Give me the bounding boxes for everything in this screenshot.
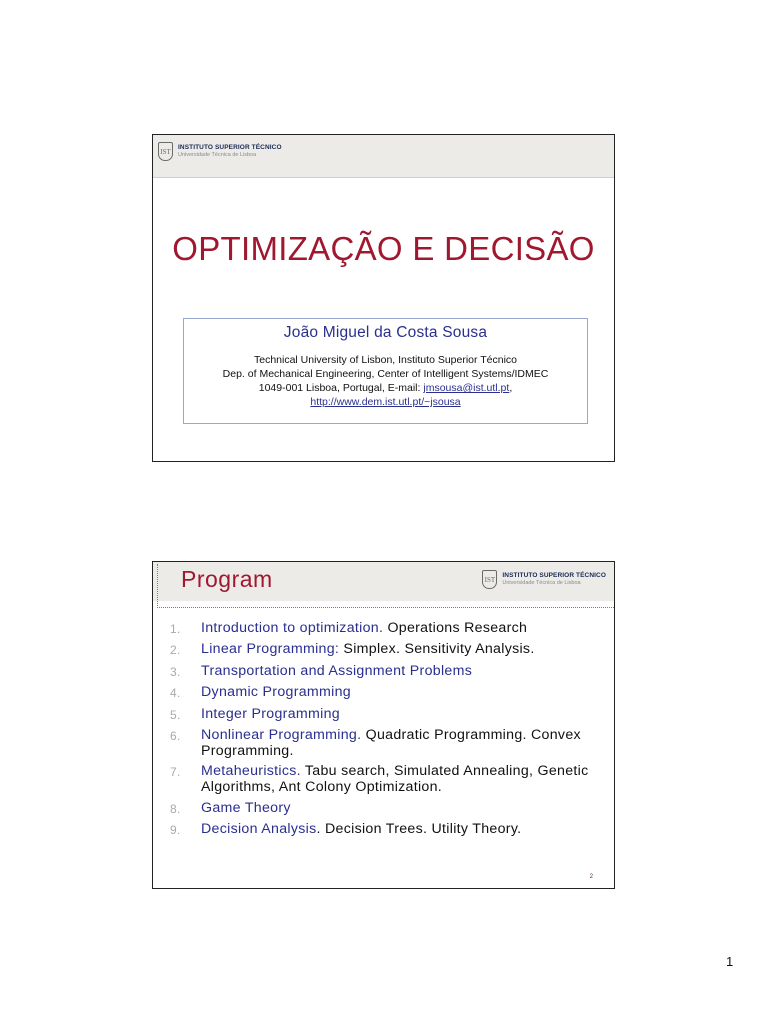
ist-crest-icon: IST <box>158 142 173 161</box>
affiliation-university: Technical University of Lisbon, Instituto Superior Técnico <box>253 354 518 366</box>
program-item <box>170 800 606 817</box>
item-details: . Decision Trees. Utility Theory. <box>316 821 522 838</box>
program-item <box>170 641 606 658</box>
item-number: 8. <box>170 801 181 816</box>
address-suffix: , <box>509 382 513 394</box>
affiliation-department: Dep. of Mechanical Engineering, Center of Intelligent Systems/IDMEC <box>222 368 549 380</box>
program-item <box>170 663 606 680</box>
program-slide <box>152 561 615 889</box>
item-details: Tabu search, Simulated Annealing, Genetic Algorithms, Ant Colony Optimization. <box>201 763 589 796</box>
program-item <box>170 727 606 759</box>
presentation-title: OPTIMIZAÇÃO E DECISÃO <box>172 230 595 267</box>
item-number: 7. <box>170 765 181 780</box>
slide-header <box>153 562 614 608</box>
item-topic: Introduction to optimization. <box>201 620 384 636</box>
item-number: 1. <box>170 622 181 636</box>
program-list <box>170 620 606 843</box>
item-topic: Transportation and Assignment Problems <box>201 662 473 679</box>
item-topic: Decision Analysis <box>201 821 317 838</box>
item-number: 4. <box>170 686 181 701</box>
header-divider-horizontal <box>157 607 614 608</box>
logo-institution-name: INSTITUTO SUPERIOR TÉCNICO <box>502 572 606 579</box>
page-number: 1 <box>726 954 734 969</box>
ist-logo <box>482 570 606 589</box>
slide-header-bar <box>153 135 614 178</box>
item-topic: Nonlinear Programming. <box>201 726 362 743</box>
item-number: 6. <box>170 728 181 743</box>
ist-logo <box>158 142 282 161</box>
logo-university-name: Universidade Técnica de Lisboa <box>502 579 581 586</box>
item-topic: Linear Programming: <box>201 641 340 658</box>
logo-university-name: Universidade Técnica de Lisboa <box>178 151 257 158</box>
item-topic: Integer Programming <box>201 705 340 722</box>
program-item <box>170 763 606 795</box>
website-link[interactable]: http://www.dem.ist.utl.pt/~jsousa <box>310 396 461 408</box>
item-details: Simplex. Sensitivity Analysis. <box>339 641 535 658</box>
title-slide <box>152 134 615 462</box>
logo-institution-name: INSTITUTO SUPERIOR TÉCNICO <box>178 144 282 151</box>
item-number: 3. <box>170 664 181 679</box>
item-number: 2. <box>170 643 181 658</box>
item-details: Operations Research <box>383 620 528 636</box>
program-item <box>170 821 606 838</box>
item-topic: Game Theory <box>201 799 291 816</box>
author-info-box <box>183 318 588 424</box>
item-number: 5. <box>170 707 181 722</box>
ist-crest-icon: IST <box>482 570 497 589</box>
header-divider-vertical <box>157 564 158 608</box>
address-text: 1049-001 Lisboa, Portugal, E-mail: <box>258 382 424 394</box>
program-item <box>170 620 606 637</box>
slide-title: Program <box>181 566 273 592</box>
item-number: 9. <box>170 823 181 838</box>
program-item <box>170 706 606 723</box>
item-topic: Dynamic Programming <box>201 684 351 701</box>
email-link[interactable]: jmsousa@ist.utl.pt <box>423 382 510 394</box>
author-name: João Miguel da Costa Sousa <box>283 324 488 341</box>
program-item <box>170 684 606 701</box>
item-details: Quadratic Programming. Convex Programming. <box>201 726 581 759</box>
item-topic: Metaheuristics. <box>201 763 301 780</box>
address-line <box>184 381 587 395</box>
slide-number: 2 <box>589 874 593 880</box>
